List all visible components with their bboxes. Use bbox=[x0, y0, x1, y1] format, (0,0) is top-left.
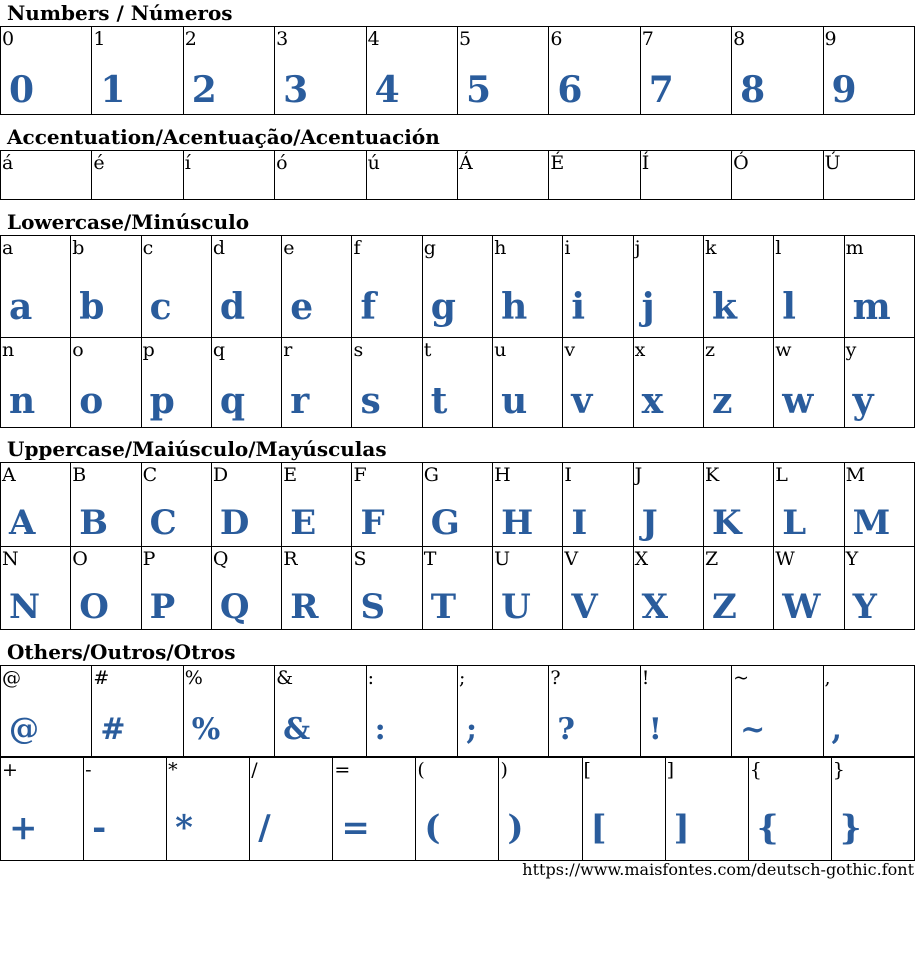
char-glyph: 2 bbox=[191, 69, 216, 111]
char-glyph: 9 bbox=[831, 69, 856, 111]
char-label: L bbox=[775, 464, 788, 486]
char-cell bbox=[457, 151, 548, 200]
char-glyph: R bbox=[290, 587, 318, 627]
char-cell bbox=[84, 758, 167, 861]
char-glyph: ( bbox=[424, 808, 440, 848]
char-label: = bbox=[334, 759, 351, 781]
char-cell bbox=[640, 666, 731, 757]
char-glyph: C bbox=[149, 503, 176, 543]
char-cell bbox=[732, 666, 823, 757]
char-cell bbox=[703, 236, 773, 338]
char-cell bbox=[1, 236, 71, 338]
char-cell bbox=[499, 758, 582, 861]
char-cell bbox=[703, 547, 773, 630]
char-glyph: N bbox=[9, 587, 40, 627]
char-cell bbox=[457, 666, 548, 757]
char-glyph: 7 bbox=[648, 69, 673, 111]
char-glyph: q bbox=[219, 380, 245, 422]
char-cell bbox=[92, 27, 183, 115]
section-title-uppercase: Uppercase/Maiúsculo/Mayúsculas bbox=[7, 437, 387, 461]
char-label: N bbox=[2, 548, 19, 570]
lowercase-grid bbox=[0, 235, 915, 428]
char-label: M bbox=[845, 464, 866, 486]
char-label: / bbox=[251, 759, 258, 781]
char-glyph: m bbox=[852, 286, 890, 328]
char-label: 8 bbox=[733, 28, 746, 50]
char-label: ( bbox=[417, 759, 425, 781]
char-label: u bbox=[494, 339, 507, 361]
char-cell bbox=[275, 151, 366, 200]
char-label: c bbox=[142, 237, 154, 259]
char-glyph: * bbox=[175, 808, 192, 848]
char-glyph: D bbox=[219, 503, 249, 543]
char-cell bbox=[831, 758, 914, 861]
char-glyph: v bbox=[571, 380, 592, 422]
char-label: T bbox=[423, 548, 437, 570]
char-label: { bbox=[749, 759, 762, 781]
char-glyph: p bbox=[149, 380, 174, 422]
char-label: g bbox=[423, 237, 436, 259]
char-cell bbox=[633, 236, 703, 338]
char-label: F bbox=[353, 464, 367, 486]
char-glyph: 4 bbox=[374, 69, 399, 111]
char-label: Z bbox=[704, 548, 719, 570]
section-title-lowercase: Lowercase/Minúsculo bbox=[7, 210, 250, 234]
char-label: r bbox=[283, 339, 293, 361]
char-cell bbox=[823, 27, 914, 115]
char-glyph: = bbox=[341, 808, 369, 848]
char-label: } bbox=[832, 759, 845, 781]
char-glyph: 8 bbox=[740, 69, 765, 111]
char-cell bbox=[493, 236, 563, 338]
char-label: á bbox=[2, 152, 14, 174]
char-glyph: ! bbox=[648, 712, 661, 747]
char-cell bbox=[1, 151, 92, 200]
char-label: 9 bbox=[824, 28, 837, 50]
char-label: 0 bbox=[2, 28, 15, 50]
char-cell bbox=[748, 758, 831, 861]
char-glyph: Y bbox=[852, 587, 876, 627]
char-cell bbox=[352, 236, 422, 338]
char-cell bbox=[366, 151, 457, 200]
char-glyph: c bbox=[149, 286, 171, 328]
char-label: S bbox=[353, 548, 367, 570]
char-glyph: ? bbox=[557, 712, 574, 747]
char-label: Q bbox=[212, 548, 229, 570]
char-cell bbox=[1, 27, 92, 115]
char-cell bbox=[141, 338, 211, 428]
char-glyph: + bbox=[9, 808, 37, 848]
char-cell bbox=[211, 547, 281, 630]
char-glyph: H bbox=[501, 503, 533, 543]
char-cell bbox=[282, 463, 352, 547]
char-glyph: A bbox=[9, 503, 35, 543]
char-label: é bbox=[93, 152, 105, 174]
char-label: , bbox=[824, 667, 831, 689]
char-cell bbox=[422, 338, 492, 428]
char-glyph: Q bbox=[219, 587, 249, 627]
char-glyph: e bbox=[290, 286, 313, 328]
char-label: ! bbox=[641, 667, 650, 689]
char-glyph: z bbox=[711, 380, 732, 422]
char-label: z bbox=[704, 339, 715, 361]
char-glyph: P bbox=[149, 587, 175, 627]
char-glyph: u bbox=[501, 380, 527, 422]
section-title-others: Others/Outros/Otros bbox=[7, 640, 236, 664]
char-label: B bbox=[72, 464, 87, 486]
char-label: Ú bbox=[824, 152, 841, 174]
char-label: X bbox=[634, 548, 649, 570]
char-cell bbox=[183, 27, 274, 115]
char-glyph: B bbox=[79, 503, 108, 543]
char-glyph: w bbox=[782, 380, 813, 422]
char-glyph: g bbox=[430, 286, 455, 328]
char-cell bbox=[282, 236, 352, 338]
char-cell bbox=[633, 338, 703, 428]
char-cell bbox=[352, 463, 422, 547]
char-glyph: d bbox=[219, 286, 245, 328]
char-label: 3 bbox=[276, 28, 289, 50]
char-label: i bbox=[564, 237, 571, 259]
char-cell bbox=[352, 547, 422, 630]
char-cell bbox=[250, 758, 333, 861]
char-label: 1 bbox=[93, 28, 106, 50]
char-glyph: 0 bbox=[9, 69, 34, 111]
char-cell bbox=[1, 338, 71, 428]
char-glyph: W bbox=[782, 587, 820, 627]
char-label: f bbox=[353, 237, 361, 259]
char-cell bbox=[563, 547, 633, 630]
char-cell bbox=[92, 151, 183, 200]
char-label: y bbox=[845, 339, 857, 361]
char-label: 4 bbox=[367, 28, 380, 50]
char-cell bbox=[141, 236, 211, 338]
char-cell bbox=[732, 151, 823, 200]
char-cell bbox=[366, 27, 457, 115]
char-label: É bbox=[550, 152, 565, 174]
char-cell bbox=[844, 547, 914, 630]
char-cell bbox=[211, 236, 281, 338]
char-glyph: b bbox=[79, 286, 104, 328]
char-glyph: { bbox=[756, 808, 778, 848]
char-label: C bbox=[142, 464, 158, 486]
char-label: e bbox=[283, 237, 295, 259]
char-glyph: 1 bbox=[100, 69, 125, 111]
char-glyph: l bbox=[782, 286, 795, 328]
char-cell bbox=[183, 666, 274, 757]
char-glyph: O bbox=[79, 587, 108, 627]
char-label: Ó bbox=[733, 152, 749, 174]
char-glyph: J bbox=[641, 503, 657, 543]
others-grid-2 bbox=[0, 757, 915, 861]
char-label: + bbox=[2, 759, 18, 781]
char-label: - bbox=[85, 759, 92, 781]
char-cell bbox=[275, 27, 366, 115]
char-label: R bbox=[283, 548, 298, 570]
char-cell bbox=[549, 27, 640, 115]
char-label: A bbox=[2, 464, 16, 486]
char-glyph: / bbox=[258, 808, 270, 848]
char-label: í bbox=[184, 152, 191, 174]
char-glyph: 5 bbox=[465, 69, 491, 111]
char-glyph: s bbox=[360, 380, 380, 422]
char-glyph: ] bbox=[673, 808, 689, 848]
char-cell bbox=[844, 236, 914, 338]
char-cell bbox=[141, 463, 211, 547]
char-glyph: % bbox=[191, 712, 220, 747]
char-label: ó bbox=[276, 152, 288, 174]
char-glyph: x bbox=[641, 380, 663, 422]
char-glyph: , bbox=[831, 712, 841, 747]
char-glyph: [ bbox=[590, 808, 606, 848]
char-label: q bbox=[212, 339, 226, 361]
char-cell bbox=[774, 236, 844, 338]
char-cell bbox=[844, 463, 914, 547]
char-cell bbox=[563, 236, 633, 338]
char-cell bbox=[563, 463, 633, 547]
char-label: v bbox=[564, 339, 576, 361]
char-label: 7 bbox=[641, 28, 654, 50]
char-label: I bbox=[564, 464, 572, 486]
char-cell bbox=[1, 758, 84, 861]
char-glyph: & bbox=[283, 712, 310, 747]
char-glyph: n bbox=[9, 380, 35, 422]
char-label: m bbox=[845, 237, 864, 259]
char-label: W bbox=[775, 548, 795, 570]
char-cell bbox=[1, 666, 92, 757]
char-cell bbox=[416, 758, 499, 861]
section-title-accents: Accentuation/Acentuação/Acentuación bbox=[7, 125, 440, 149]
char-label: Í bbox=[641, 152, 650, 174]
char-label: 6 bbox=[550, 28, 563, 50]
char-cell bbox=[703, 338, 773, 428]
char-label: * bbox=[168, 759, 178, 781]
char-glyph: 3 bbox=[283, 69, 308, 111]
char-label: D bbox=[212, 464, 229, 486]
char-label: k bbox=[704, 237, 717, 259]
char-glyph: y bbox=[852, 380, 873, 422]
char-glyph: h bbox=[501, 286, 527, 328]
char-label: n bbox=[2, 339, 15, 361]
char-glyph: ~ bbox=[740, 712, 765, 747]
char-label: x bbox=[634, 339, 646, 361]
source-url[interactable]: https://www.maisfontes.com/deutsch-gothic.font bbox=[522, 860, 914, 879]
char-glyph: t bbox=[430, 380, 447, 422]
char-label: : bbox=[367, 667, 374, 689]
char-glyph: V bbox=[571, 587, 597, 627]
char-label: ú bbox=[367, 152, 380, 174]
others-grid-1 bbox=[0, 665, 915, 757]
char-glyph: - bbox=[92, 808, 106, 848]
char-glyph: i bbox=[571, 286, 585, 328]
char-label: t bbox=[423, 339, 432, 361]
char-glyph: ) bbox=[507, 808, 523, 848]
char-label: @ bbox=[2, 667, 21, 689]
char-cell bbox=[633, 463, 703, 547]
char-glyph: # bbox=[100, 712, 125, 747]
char-label: J bbox=[634, 464, 643, 486]
char-label: a bbox=[2, 237, 14, 259]
char-glyph: f bbox=[360, 286, 375, 328]
char-cell bbox=[183, 151, 274, 200]
char-cell bbox=[92, 666, 183, 757]
char-label: 5 bbox=[458, 28, 472, 50]
char-label: ; bbox=[458, 667, 466, 689]
char-cell bbox=[282, 547, 352, 630]
char-cell bbox=[823, 666, 914, 757]
char-cell bbox=[549, 151, 640, 200]
char-label: p bbox=[142, 339, 155, 361]
char-glyph: o bbox=[79, 380, 103, 422]
char-label: o bbox=[72, 339, 84, 361]
numbers-grid bbox=[0, 26, 915, 115]
char-glyph: 6 bbox=[557, 69, 582, 111]
char-cell bbox=[1, 463, 71, 547]
char-cell bbox=[71, 547, 141, 630]
char-glyph: ; bbox=[465, 712, 477, 747]
char-label: K bbox=[704, 464, 720, 486]
char-cell bbox=[549, 666, 640, 757]
char-cell bbox=[422, 547, 492, 630]
char-cell bbox=[1, 547, 71, 630]
char-glyph: K bbox=[711, 503, 741, 543]
char-label: # bbox=[93, 667, 110, 689]
char-cell bbox=[774, 338, 844, 428]
char-glyph: G bbox=[430, 503, 459, 543]
char-cell bbox=[366, 666, 457, 757]
char-glyph: @ bbox=[9, 712, 38, 747]
char-label: Á bbox=[458, 152, 473, 174]
char-label: O bbox=[72, 548, 88, 570]
char-cell bbox=[493, 547, 563, 630]
char-label: d bbox=[212, 237, 226, 259]
char-glyph: T bbox=[430, 587, 456, 627]
char-label: b bbox=[72, 237, 85, 259]
char-cell bbox=[211, 463, 281, 547]
char-glyph: k bbox=[711, 286, 736, 328]
char-glyph: r bbox=[290, 380, 309, 422]
char-cell bbox=[275, 666, 366, 757]
char-glyph: S bbox=[360, 587, 385, 627]
char-label: ] bbox=[666, 759, 675, 781]
char-label: G bbox=[423, 464, 439, 486]
char-label: % bbox=[184, 667, 203, 689]
char-cell bbox=[167, 758, 250, 861]
char-label: & bbox=[276, 667, 294, 689]
char-label: U bbox=[494, 548, 511, 570]
char-label: ) bbox=[500, 759, 508, 781]
char-cell bbox=[732, 27, 823, 115]
char-label: V bbox=[564, 548, 579, 570]
char-cell bbox=[563, 338, 633, 428]
char-cell bbox=[633, 547, 703, 630]
char-glyph: } bbox=[839, 808, 861, 848]
char-cell bbox=[71, 236, 141, 338]
char-cell bbox=[823, 151, 914, 200]
char-cell bbox=[640, 27, 731, 115]
char-cell bbox=[774, 463, 844, 547]
char-cell bbox=[774, 547, 844, 630]
char-label: ~ bbox=[733, 667, 750, 689]
char-cell bbox=[640, 151, 731, 200]
accents-grid bbox=[0, 150, 915, 200]
char-label: w bbox=[775, 339, 792, 361]
char-label: l bbox=[775, 237, 782, 259]
char-label: 2 bbox=[184, 28, 197, 50]
char-glyph: F bbox=[360, 503, 384, 543]
char-label: P bbox=[142, 548, 156, 570]
char-cell bbox=[422, 236, 492, 338]
char-label: Y bbox=[845, 548, 859, 570]
char-cell bbox=[71, 338, 141, 428]
char-glyph: U bbox=[501, 587, 530, 627]
char-cell bbox=[141, 547, 211, 630]
section-title-numbers: Numbers / Números bbox=[7, 1, 233, 25]
char-cell bbox=[71, 463, 141, 547]
char-label: j bbox=[634, 237, 641, 259]
char-label: E bbox=[283, 464, 298, 486]
char-glyph: M bbox=[852, 503, 890, 543]
char-glyph: X bbox=[641, 587, 668, 627]
char-cell bbox=[422, 463, 492, 547]
char-cell bbox=[211, 338, 281, 428]
char-cell bbox=[282, 338, 352, 428]
char-glyph: a bbox=[9, 286, 32, 328]
char-label: H bbox=[494, 464, 511, 486]
char-label: [ bbox=[583, 759, 591, 781]
char-label: ? bbox=[550, 667, 561, 689]
char-glyph: E bbox=[290, 503, 316, 543]
char-glyph: Z bbox=[711, 587, 736, 627]
char-cell bbox=[333, 758, 416, 861]
char-cell bbox=[493, 338, 563, 428]
char-cell bbox=[493, 463, 563, 547]
char-cell bbox=[844, 338, 914, 428]
char-cell bbox=[703, 463, 773, 547]
char-glyph: L bbox=[782, 503, 806, 543]
char-cell bbox=[665, 758, 748, 861]
char-glyph: I bbox=[571, 503, 587, 543]
char-label: h bbox=[494, 237, 507, 259]
char-cell bbox=[582, 758, 665, 861]
char-glyph: j bbox=[641, 286, 654, 328]
char-glyph: : bbox=[374, 712, 385, 747]
char-cell bbox=[457, 27, 548, 115]
char-label: s bbox=[353, 339, 364, 361]
uppercase-grid bbox=[0, 462, 915, 630]
char-cell bbox=[352, 338, 422, 428]
